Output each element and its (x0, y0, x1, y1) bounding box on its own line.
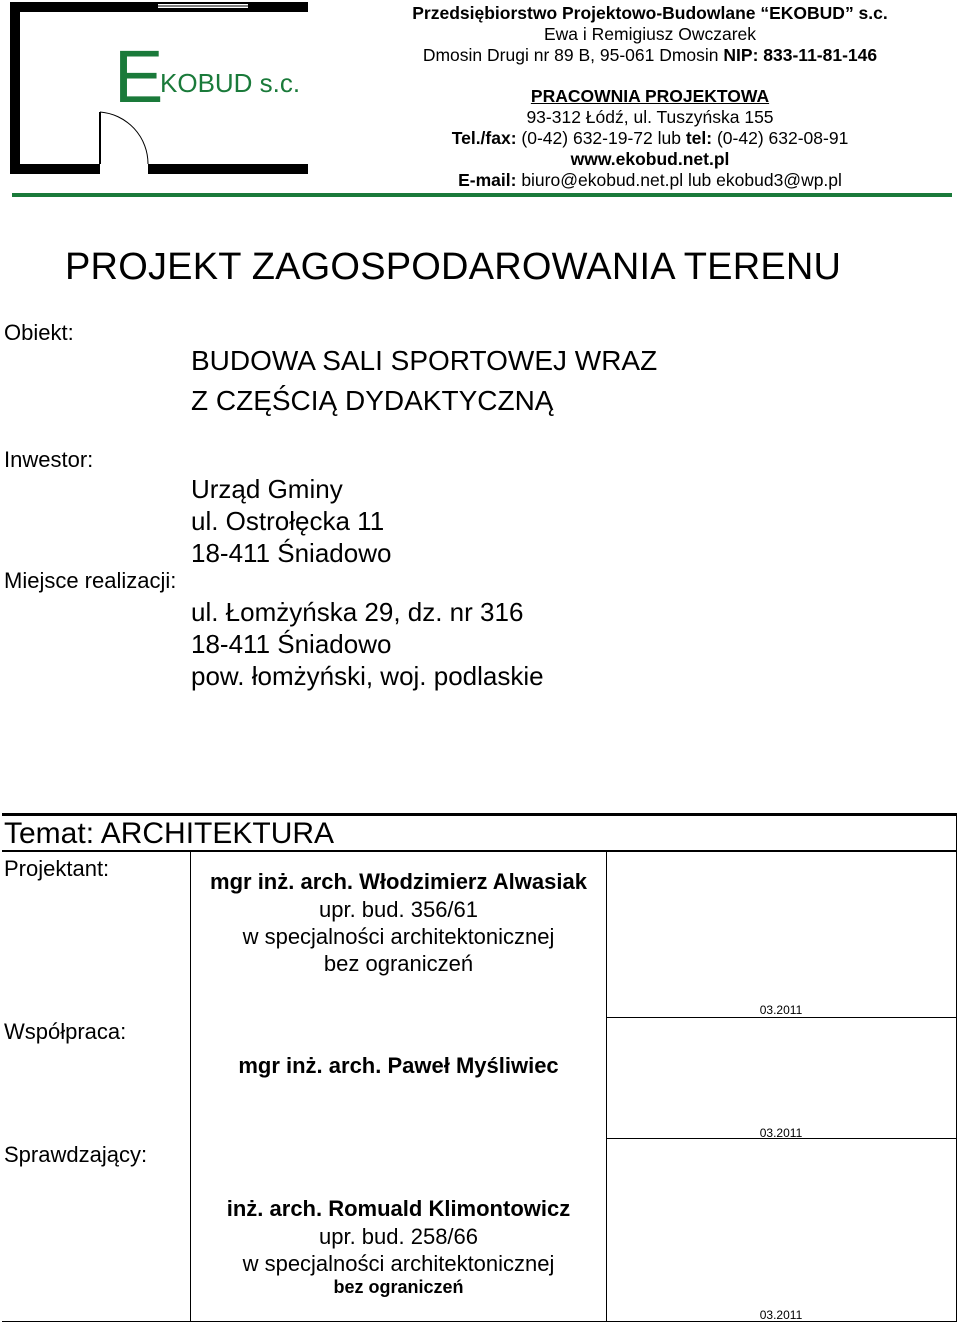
designer-detail: bez ograniczeń (323, 951, 474, 976)
investor-line: 18-411 Śniadowo (191, 538, 392, 568)
investor-line: ul. Ostrołęcka 11 (191, 506, 385, 536)
location-line: ul. Łomżyńska 29, dz. nr 316 (191, 597, 524, 627)
designer-date: 03.2011 (759, 1003, 803, 1017)
checker-date: 03.2011 (759, 1308, 803, 1322)
studio-name: PRACOWNIA PROJEKTOWA (530, 86, 770, 106)
studio-address: 93-312 Łódź, ul. Tuszyńska 155 (526, 107, 774, 127)
company-name: Przedsiębiorstwo Projektowo-Budowlane “EKOBUD” s.c. (412, 3, 888, 23)
object-line-1: BUDOWA SALI SPORTOWEJ WRAZ (191, 345, 658, 376)
topic-row: Temat: ARCHITEKTURA (4, 817, 335, 850)
checker-label: Sprawdzający: (4, 1142, 148, 1167)
designer-label: Projektant: (4, 856, 110, 881)
email-line: E-mail: biuro@ekobud.net.pl lub ekobud3@wp.pl (458, 170, 842, 190)
coop-label: Współpraca: (4, 1019, 127, 1044)
coop-date: 03.2011 (759, 1126, 803, 1140)
designer-name: mgr inż. arch. Włodzimierz Alwasiak (210, 869, 587, 894)
checker-detail: w specjalności architektonicznej (242, 1251, 555, 1276)
designer-detail: upr. bud. 356/61 (318, 897, 479, 922)
website: www.ekobud.net.pl (570, 149, 730, 169)
object-line-2: Z CZĘŚCIĄ DYDAKTYCZNĄ (191, 385, 554, 416)
checker-name: inż. arch. Romuald Klimontowicz (226, 1196, 571, 1221)
coop-name: mgr inż. arch. Paweł Myśliwiec (238, 1053, 559, 1078)
location-label: Miejsce realizacji: (4, 568, 177, 593)
document-title: PROJEKT ZAGOSPODAROWANIA TERENU (65, 246, 842, 288)
investor-line: Urząd Gminy (191, 474, 343, 504)
owners: Ewa i Remigiusz Owczarek (544, 24, 756, 44)
designer-detail: w specjalności architektonicznej (242, 924, 555, 949)
company-address: Dmosin Drugi nr 89 B, 95-061 Dmosin NIP: 833-11-81-146 (422, 45, 878, 65)
phone-line: Tel./fax: (0-42) 632-19-72 lub tel: (0-42) 632-08-91 (451, 128, 849, 148)
logo-text: KOBUD s.c. (160, 68, 301, 98)
location-line: pow. łomżyński, woj. podlaskie (191, 661, 544, 691)
checker-detail: upr. bud. 258/66 (318, 1224, 479, 1249)
header-rule (12, 193, 952, 197)
logo-letter: E (114, 35, 164, 118)
investor-label: Inwestor: (4, 447, 94, 472)
location-line: 18-411 Śniadowo (191, 629, 392, 659)
object-label: Obiekt: (4, 320, 74, 345)
checker-detail-bold: bez ograniczeń (333, 1277, 464, 1297)
